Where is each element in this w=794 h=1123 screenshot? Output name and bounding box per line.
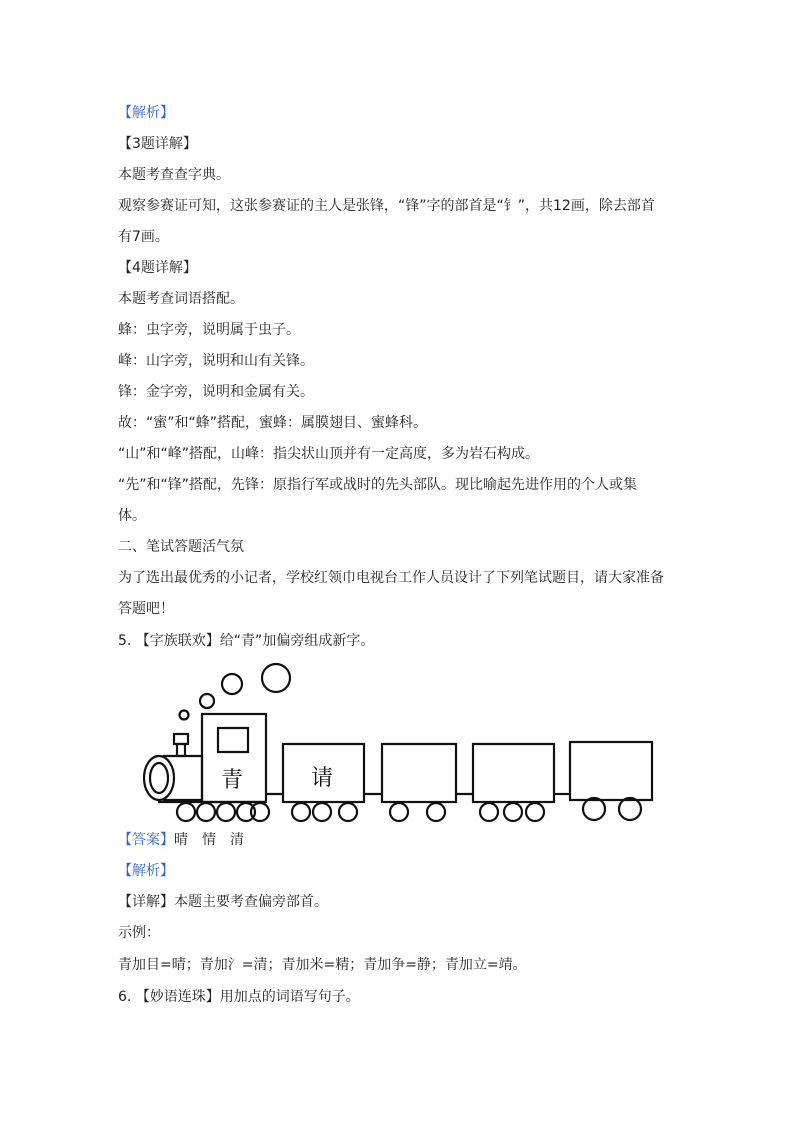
wheel xyxy=(197,803,215,821)
wheel xyxy=(313,803,331,821)
question-5: 5. 【字族联欢】给“青”加偏旁组成新字。 xyxy=(118,633,375,649)
analysis-heading: 【解析】 xyxy=(118,863,174,879)
wheel xyxy=(339,803,357,821)
wheel xyxy=(177,803,195,821)
paragraph: 为了选出最优秀的小记者，学校红领巾电视台工作人员设计了下列笔试题目，请大家准备 xyxy=(118,570,664,586)
q4-heading: 【4题详解】 xyxy=(118,260,197,276)
paragraph: 青加目=晴；青加氵=清；青加米=精；青加争=静；青加立=靖。 xyxy=(118,957,527,973)
train-drawing xyxy=(136,660,676,825)
train-car xyxy=(570,742,652,800)
paragraph: 本题考查查字典。 xyxy=(118,167,230,183)
paragraph: 体。 xyxy=(118,508,146,524)
wheel xyxy=(619,798,641,820)
paragraph: 峰：山字旁，说明和山有关锋。 xyxy=(118,353,314,369)
section-heading: 二、笔试答题活气氛 xyxy=(118,539,244,555)
smoke-puff xyxy=(262,664,290,692)
paragraph: 【详解】本题主要考查偏旁部首。 xyxy=(118,894,328,910)
chimney-base xyxy=(177,744,185,756)
train-illustration xyxy=(136,660,676,825)
train-car xyxy=(473,744,554,802)
paragraph: 故：“蜜”和“蜂”搭配，蜜蜂：属膜翅目、蜜蜂科。 xyxy=(118,415,428,431)
paragraph: 有7画。 xyxy=(118,229,169,245)
train-car xyxy=(382,744,456,802)
paragraph: “先”和“锋”搭配，先锋：原指行军或战时的先头部队。现比喻起先进作用的个人或集 xyxy=(118,477,638,493)
analysis-heading: 【解析】 xyxy=(118,105,174,121)
answer-line xyxy=(118,830,678,850)
smoke-puff xyxy=(222,674,242,694)
wheel xyxy=(390,803,408,821)
wheel xyxy=(292,803,310,821)
paragraph: “山”和“峰”搭配，山峰：指尖状山顶并有一定高度，多为岩石构成。 xyxy=(118,446,540,462)
paragraph: 示例： xyxy=(118,925,160,941)
wheel xyxy=(504,803,522,821)
paragraph: 观察参赛证可知，这张参赛证的主人是张锋，“锋”字的部首是“钅”，共12画，除去部首 xyxy=(118,198,655,214)
smoke-puff xyxy=(180,711,189,720)
q3-heading: 【3题详解】 xyxy=(118,136,197,152)
wheel xyxy=(480,803,498,821)
paragraph: 答题吧！ xyxy=(118,601,174,617)
wheel xyxy=(251,803,269,821)
wheel xyxy=(583,798,605,820)
question-6: 6. 【妙语连珠】用加点的词语写句子。 xyxy=(118,989,360,1005)
cab-window xyxy=(218,728,248,752)
chimney xyxy=(174,734,188,744)
engine-character: 青 xyxy=(221,768,244,793)
paragraph: 锋：金字旁，说明和金属有关。 xyxy=(118,384,314,400)
paragraph: 本题考查词语搭配。 xyxy=(118,291,244,307)
boiler-front-inner xyxy=(150,763,168,793)
wheel xyxy=(526,803,544,821)
wheel xyxy=(427,803,445,821)
smoke-puff xyxy=(200,694,214,708)
paragraph: 蜂：虫字旁，说明属于虫子。 xyxy=(118,322,300,338)
car-character: 请 xyxy=(311,766,334,791)
wheel xyxy=(217,803,235,821)
answer-text: 晴 情 清 xyxy=(174,832,244,848)
answer-label: 【答案】 xyxy=(118,832,174,848)
